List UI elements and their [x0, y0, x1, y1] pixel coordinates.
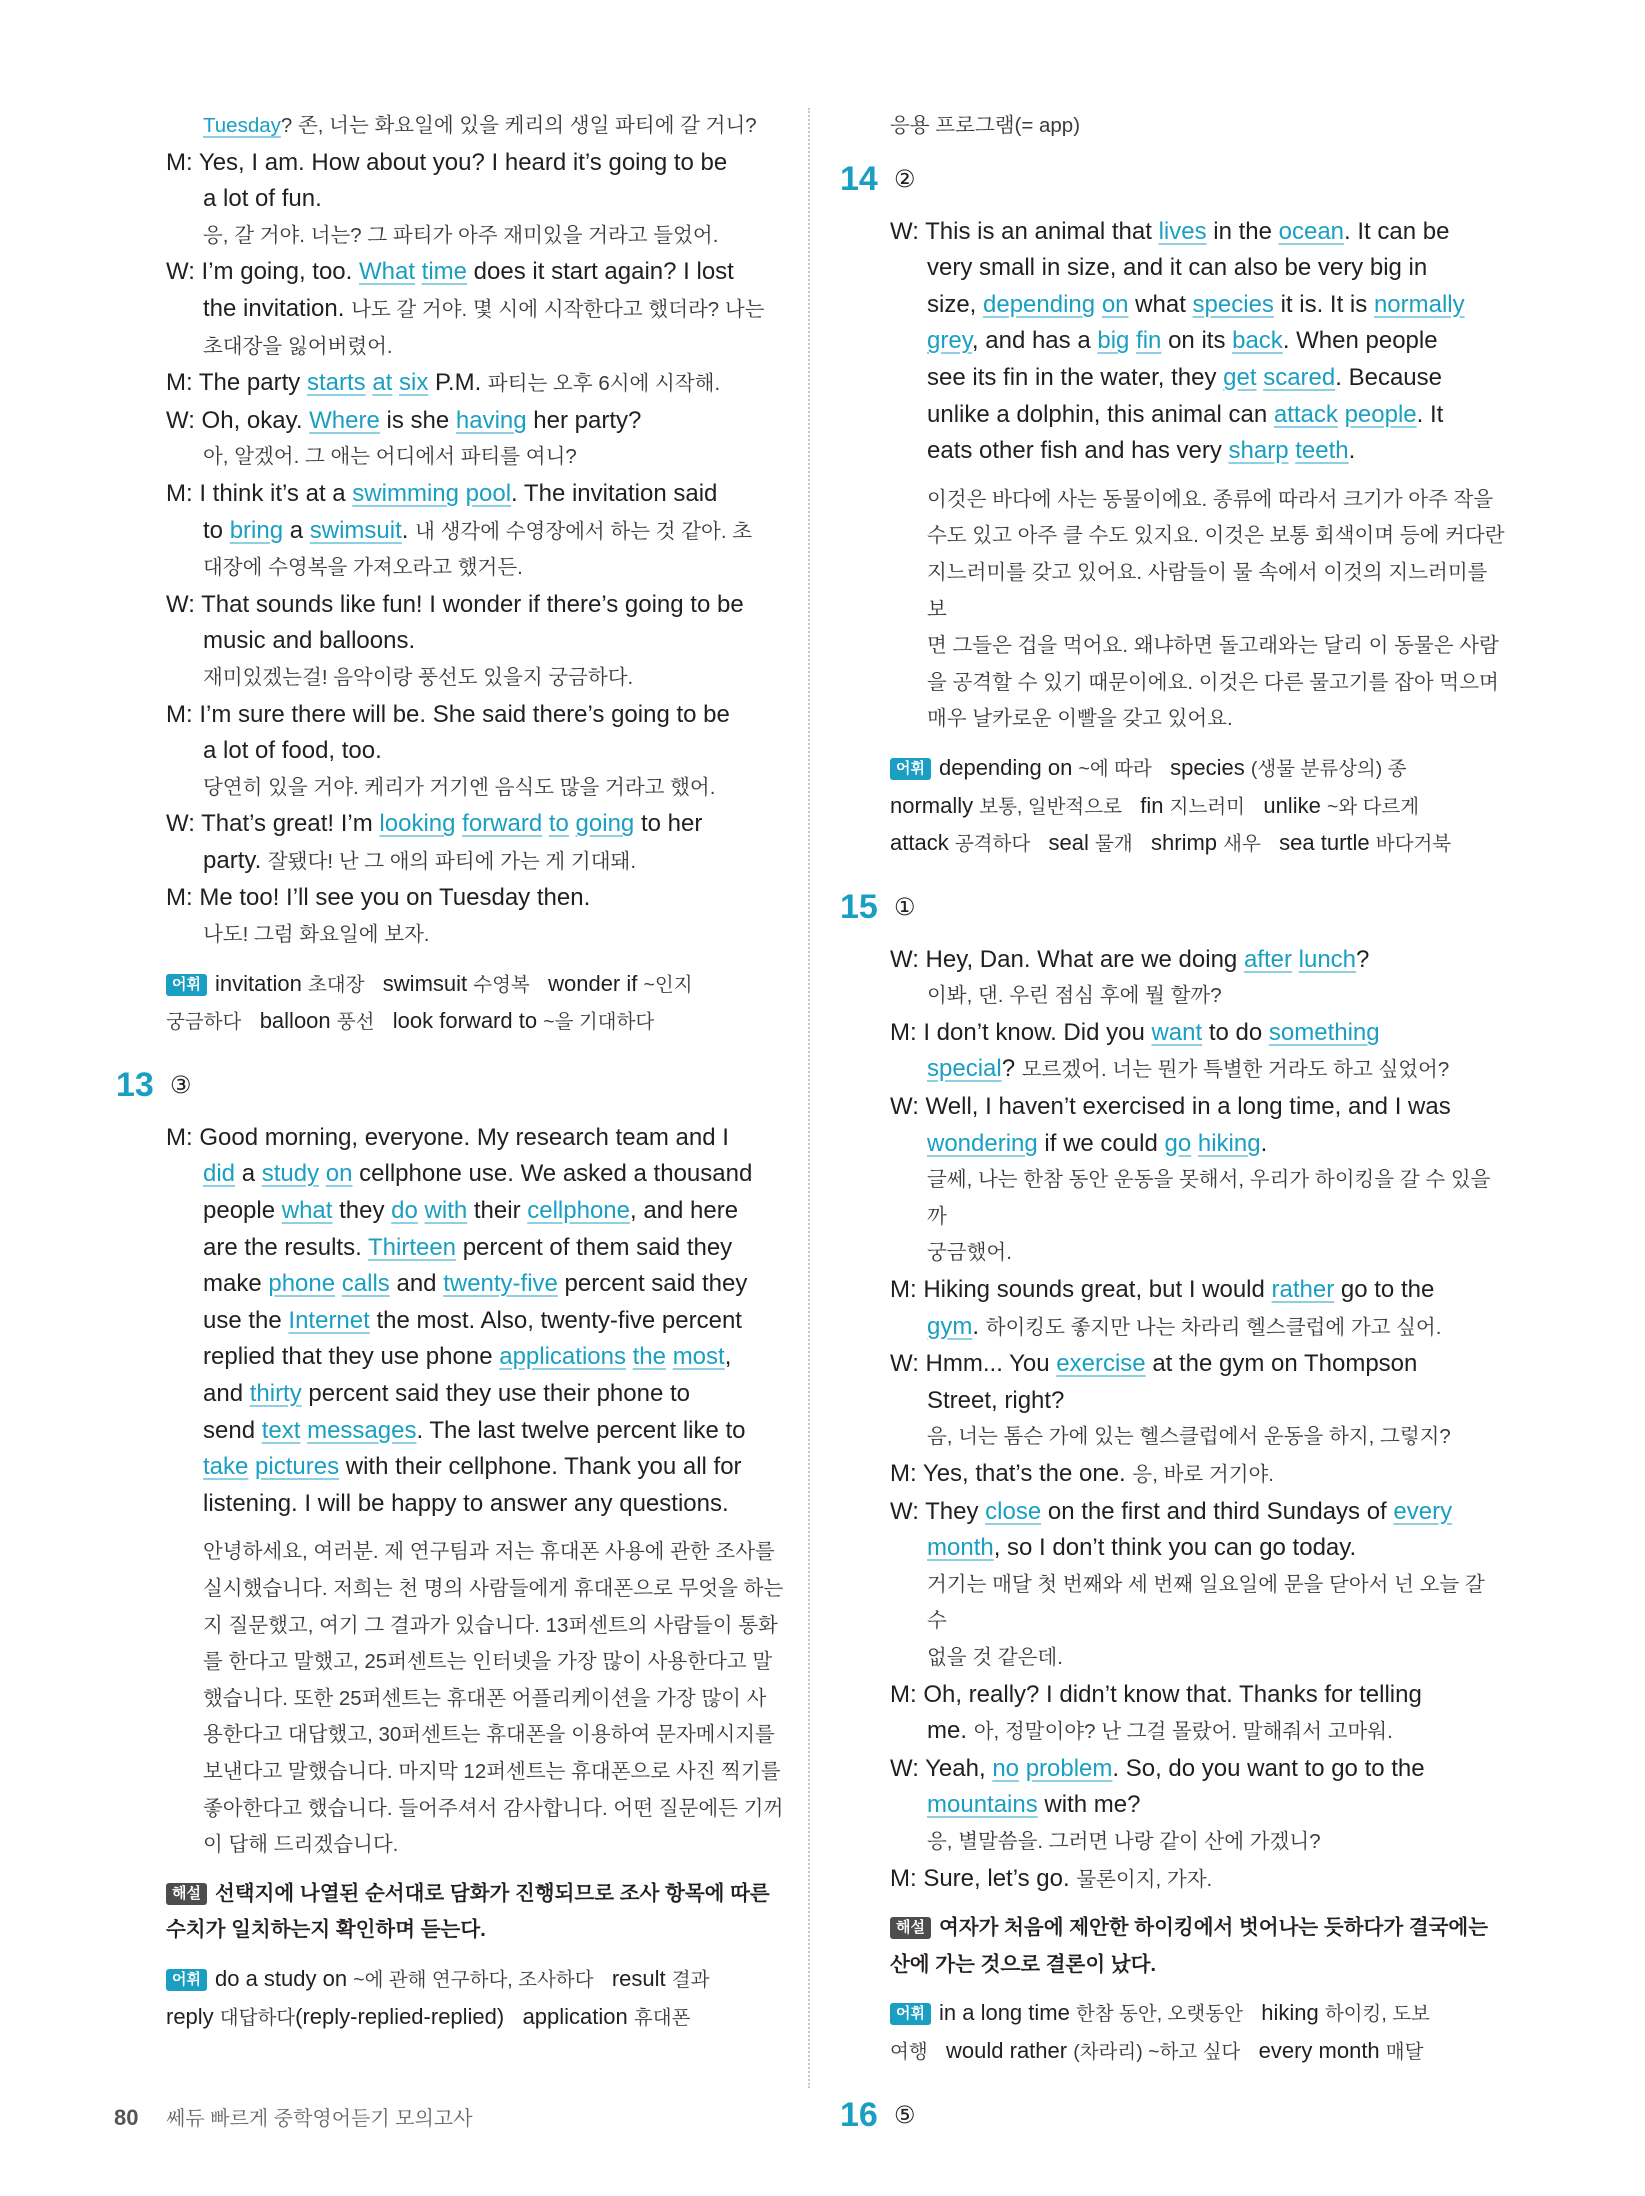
text-line: 글쎄, 나는 한참 동안 운동을 못해서, 우리가 하이킹을 갈 수 있을까	[927, 1168, 1491, 1228]
answer-keyword: hiking	[1197, 1129, 1261, 1157]
answer-keyword: at	[372, 369, 393, 397]
vocab-line: attack 공격하다 seal 물개 shrimp 새우 sea turtle 바다거북	[890, 830, 1452, 856]
section-tag: 해설	[166, 1883, 207, 1905]
text-line: M: Yes, I am. How about you? I heard it’s going to be	[166, 148, 728, 176]
answer-keyword: pictures	[255, 1453, 340, 1481]
text-line: and thirty percent said they use their phone to	[203, 1380, 690, 1407]
explanation-line: 해설 여자가 처음에 제안한 하이킹에서 벗어나는 듯하다가 결국에는	[890, 1910, 1508, 1947]
text-line: M: I don’t know. Did you want to do something	[890, 1018, 1380, 1046]
vocab-line: reply 대답하다(reply-replied-replied) application 휴대폰	[166, 2003, 691, 2029]
answer-keyword: want	[1151, 1018, 1203, 1046]
text-line: M: The party starts at six P.M. 파티는 오후 6시에 시작해.	[166, 369, 721, 397]
text-line: 재미있겠는걸! 음악이랑 풍선도 있을지 궁금하다.	[203, 665, 634, 689]
text-line: W: Yeah, no problem. So, do you want to go to the	[890, 1754, 1425, 1782]
vocab-line: 어휘 do a study on ~에 관해 연구하다, 조사하다 result 결과	[166, 1961, 786, 1999]
question-number: 13 ③	[116, 1065, 192, 1104]
answer-keyword: phone	[268, 1270, 336, 1298]
text-line: 이 답해 드리겠습니다.	[203, 1833, 399, 1857]
text-line: M: Good morning, everyone. My research team and I	[166, 1123, 729, 1151]
explanation-line: 수치가 일치하는지 확인하며 듣는다.	[166, 1918, 486, 1942]
answer-keyword: no	[992, 1754, 1020, 1782]
answer-keyword: calls	[341, 1270, 390, 1298]
text-line: 이봐, 댄. 우린 점심 후에 뭘 할까?	[927, 984, 1222, 1008]
text-line: music and balloons.	[203, 627, 416, 655]
answer-keyword: take	[203, 1453, 249, 1481]
explanation-line: 해설 선택지에 나열된 순서대로 담화가 진행되므로 조사 항목에 따른	[166, 1876, 786, 1913]
text-line: 안녕하세요, 여러분. 제 연구팀과 저는 휴대폰 사용에 관한 조사를	[203, 1540, 775, 1564]
text-line: party. 잘됐다! 난 그 애의 파티에 가는 게 기대돼.	[203, 846, 637, 874]
answer-keyword: back	[1232, 327, 1283, 355]
text-line: 응, 별말씀을. 그러면 나랑 같이 산에 가겠니?	[927, 1829, 1321, 1853]
text-line: to bring a swimsuit. 내 생각에 수영장에서 하는 것 같아. 초	[203, 516, 753, 544]
answer-keyword: problem	[1025, 1754, 1113, 1782]
answer-keyword: something	[1268, 1018, 1380, 1046]
text-line: 을 공격할 수 있기 때문이에요. 이것은 다른 물고기를 잡아 먹으며	[927, 670, 1499, 694]
answer-keyword: thirty	[249, 1380, 302, 1407]
text-line: very small in size, and it can also be very big in	[927, 254, 1428, 282]
answer-keyword: month	[927, 1534, 994, 1562]
answer-keyword: on	[1101, 290, 1129, 318]
answer-keyword: Thirteen	[367, 1233, 457, 1261]
answer-keyword: bring	[229, 516, 284, 544]
answer-keyword: grey	[927, 327, 972, 355]
text-line: people what they do with their cellphone, and here	[203, 1197, 739, 1225]
answer-keyword: exercise	[1056, 1350, 1146, 1378]
text-line: gym. 하이킹도 좋지만 나는 차라리 헬스클럽에 가고 싶어.	[927, 1312, 1442, 1340]
answer-keyword: did	[203, 1160, 236, 1188]
section-tag: 어휘	[166, 1969, 207, 1991]
text-line: make phone calls and twenty-five percent said they	[203, 1270, 748, 1298]
answer-keyword: ocean	[1278, 217, 1345, 245]
answer-keyword: lunch	[1298, 945, 1357, 973]
text-line: 이것은 바다에 사는 동물이에요. 종류에 따라서 크기가 아주 작을	[927, 487, 1494, 511]
text-line: M: I think it’s at a swimming pool. The invitation said	[166, 479, 718, 507]
left-column	[116, 108, 786, 2036]
vocab-line: 어휘 invitation 초대장 swimsuit 수영복 wonder if ~인지	[166, 966, 786, 1004]
section-tag: 어휘	[166, 974, 207, 996]
text-line: W: Oh, okay. Where is she having her party?	[166, 406, 642, 434]
text-line: replied that they use phone applications the most,	[203, 1343, 732, 1371]
text-line: 용한다고 대답했고, 30퍼센트는 휴대폰을 이용하여 문자메시지를	[203, 1723, 775, 1747]
text-line: listening. I will be happy to answer any questions.	[203, 1489, 729, 1517]
answer-keyword: what	[281, 1197, 333, 1225]
text-line: special? 모르겠어. 너는 뭔가 특별한 거라도 하고 싶었어?	[927, 1055, 1450, 1083]
answer-keyword: attack	[1273, 400, 1338, 428]
text-line: 면 그들은 겁을 먹어요. 왜냐하면 돌고래와는 달리 이 동물은 사람	[927, 634, 1499, 658]
text-line: see its fin in the water, they get scared. Because	[927, 363, 1442, 391]
answer-keyword: big	[1097, 327, 1130, 355]
spacer	[166, 1522, 786, 1534]
explanation-line: 산에 가는 것으로 결론이 났다.	[890, 1952, 1157, 1976]
spacer	[166, 954, 786, 966]
text-line: 아, 알겠어. 그 애는 어디에서 파티를 여니?	[203, 445, 577, 469]
answer-keyword: every	[1393, 1497, 1453, 1525]
answer-keyword: fin	[1136, 327, 1162, 355]
text-line: send text messages. The last twelve percent like to	[203, 1416, 746, 1444]
text-line: 없을 것 같은데.	[927, 1645, 1063, 1669]
spacer	[890, 2071, 1508, 2093]
text-line: use the Internet the most. Also, twenty-five percent	[203, 1306, 742, 1334]
answer-keyword: twenty-five	[443, 1270, 558, 1298]
text-line: the invitation. 나도 갈 거야. 몇 시에 시작한다고 했더라? 나는	[203, 294, 765, 322]
answer-keyword: after	[1243, 945, 1292, 973]
answer-keyword: looking	[379, 810, 456, 838]
text-line: M: Oh, really? I didn’t know that. Thanks for telling	[890, 1680, 1422, 1708]
answer-keyword: gym	[927, 1312, 973, 1340]
answer-keyword: get	[1223, 363, 1257, 391]
question-number: 14 ②	[840, 159, 916, 198]
text-line: size, depending on what species it is. It is normally	[927, 290, 1465, 318]
spacer	[166, 1864, 786, 1876]
page-footer	[114, 2102, 473, 2131]
answer-keyword: text	[261, 1416, 301, 1444]
answer-keyword: Internet	[288, 1306, 370, 1334]
answer-keyword: cellphone	[527, 1197, 630, 1225]
answer-keyword: close	[985, 1497, 1042, 1525]
text-line: 매우 날카로운 이빨을 갖고 있어요.	[927, 707, 1233, 731]
text-line: 지느러미를 갖고 있어요. 사람들이 물 속에서 이것의 지느러미를 보	[927, 560, 1488, 621]
answer-keyword: with	[424, 1197, 468, 1225]
answer-keyword: study	[261, 1160, 320, 1188]
text-line: M: Sure, let’s go. 물론이지, 가자.	[890, 1864, 1213, 1892]
text-line: W: I’m going, too. What time does it start again? I lost	[166, 258, 734, 286]
text-line: 응용 프로그램(= app)	[890, 114, 1081, 137]
text-line: M: I’m sure there will be. She said there’s going to be	[166, 700, 730, 728]
answer-keyword: swimming	[352, 479, 459, 507]
text-line: mountains with me?	[927, 1791, 1141, 1819]
spacer	[890, 145, 1508, 157]
answer-keyword: people	[1344, 400, 1417, 428]
spacer	[890, 1898, 1508, 1910]
answer-keyword: mountains	[927, 1791, 1038, 1819]
answer-keyword: teeth	[1295, 437, 1349, 465]
text-line: 지 질문했고, 여기 그 결과가 있습니다. 13퍼센트의 사람들이 통화	[203, 1613, 778, 1637]
text-line: Tuesday? 존, 너는 화요일에 있을 케리의 생일 파티에 갈 거니?	[203, 114, 757, 137]
answer-keyword: normally	[1373, 290, 1465, 318]
spacer	[890, 1983, 1508, 1995]
question-number: 16 ⑤	[840, 2095, 916, 2134]
spacer	[890, 738, 1508, 750]
column-divider	[808, 108, 810, 2088]
answer-keyword: pool	[465, 479, 512, 507]
answer-keyword: wondering	[927, 1129, 1038, 1157]
section-tag: 어휘	[890, 758, 931, 780]
text-line: 궁금했어.	[927, 1241, 1012, 1265]
answer-keyword: Tuesday	[203, 114, 281, 137]
answer-keyword: species	[1192, 290, 1274, 318]
vocab-line: 어휘 depending on ~에 따라 species (생물 분류상의) 종	[890, 750, 1508, 788]
text-line: 했습니다. 또한 25퍼센트는 휴대폰 어플리케이션을 가장 많이 사	[203, 1686, 767, 1710]
answer-keyword: Where	[309, 406, 380, 434]
answer-keyword: scared	[1263, 363, 1336, 391]
answer-keyword: most	[672, 1343, 725, 1371]
text-line: W: That’s great! I’m looking forward to going to her	[166, 810, 703, 838]
text-line: W: They close on the first and third Sundays of every	[890, 1497, 1453, 1525]
vocab-line: normally 보통, 일반적으로 fin 지느러미 unlike ~와 다르게	[890, 792, 1420, 818]
text-line: a lot of fun.	[203, 185, 322, 213]
answer-keyword: time	[421, 258, 468, 286]
vocab-line: 어휘 in a long time 한참 동안, 오랫동안 hiking 하이킹, 도보	[890, 1995, 1508, 2033]
text-line: W: Hey, Dan. What are we doing after lunch?	[890, 945, 1370, 973]
section-tag: 어휘	[890, 2003, 931, 2025]
text-line: unlike a dolphin, this animal can attack people. It	[927, 400, 1444, 428]
text-line: 당연히 있을 거야. 케리가 거기엔 음식도 많을 거라고 했어.	[203, 775, 716, 799]
page-number: 80	[114, 2105, 139, 2130]
answer-keyword: special	[927, 1055, 1002, 1083]
answer-keyword: depending	[983, 290, 1096, 318]
answer-keyword: lives	[1158, 217, 1207, 245]
text-line: 응, 갈 거야. 너는? 그 파티가 아주 재미있을 거라고 들었어.	[203, 223, 719, 247]
text-line: 나도! 그럼 화요일에 보자.	[203, 923, 430, 947]
vocab-line: 궁금하다 balloon 풍선 look forward to ~을 기대하다	[166, 1008, 655, 1034]
answer-keyword: on	[325, 1160, 353, 1188]
text-line: take pictures with their cellphone. Thank you all for	[203, 1453, 742, 1481]
text-line: wondering if we could go hiking.	[927, 1129, 1268, 1157]
answer-keyword: to	[548, 810, 569, 838]
text-line: M: Hiking sounds great, but I would rather go to the	[890, 1276, 1435, 1304]
answer-keyword: sharp	[1228, 437, 1289, 465]
answer-keyword: do	[391, 1197, 418, 1225]
text-line: W: This is an animal that lives in the ocean. It can be	[890, 217, 1450, 245]
text-line: 좋아한다고 했습니다. 들어주셔서 감사합니다. 어떤 질문에든 기꺼	[203, 1796, 784, 1820]
text-line: are the results. Thirteen percent of them said they	[203, 1233, 733, 1261]
answer-keyword: What	[358, 258, 415, 286]
book-title: 쎄듀 빠르게 중학영어듣기 모의고사	[166, 2108, 473, 2130]
text-line: 실시했습니다. 저희는 천 명의 사람들에게 휴대폰으로 무엇을 하는	[203, 1576, 784, 1600]
text-line: 초대장을 잃어버렸어.	[203, 334, 393, 358]
text-line: M: Me too! I’ll see you on Tuesday then.	[166, 884, 591, 912]
text-line: did a study on cellphone use. We asked a thousand	[203, 1160, 753, 1188]
text-line: 거기는 매달 첫 번째와 세 번째 일요일에 문을 닫아서 넌 오늘 갈 수	[927, 1572, 1485, 1633]
answer-keyword: starts	[306, 369, 366, 397]
text-line: 대장에 수영복을 가져오라고 했거든.	[203, 556, 523, 580]
text-line: 를 한다고 말했고, 25퍼센트는 인터넷을 가장 많이 사용한다고 말	[203, 1650, 773, 1674]
spacer	[890, 863, 1508, 885]
question-number: 15 ①	[840, 887, 916, 926]
text-line: M: Yes, that’s the one. 응, 바로 거기야.	[890, 1460, 1274, 1487]
section-tag: 해설	[890, 1917, 931, 1939]
text-line: W: Hmm... You exercise at the gym on Thompson	[890, 1350, 1418, 1378]
spacer	[890, 930, 1508, 942]
right-column	[840, 108, 1508, 2138]
answer-keyword: messages	[307, 1416, 417, 1444]
text-line: W: That sounds like fun! I wonder if there’s going to be	[166, 590, 744, 618]
spacer	[166, 1041, 786, 1063]
text-line: Street, right?	[927, 1386, 1065, 1414]
text-line: eats other fish and has very sharp teeth.	[927, 437, 1356, 465]
spacer	[166, 1949, 786, 1961]
text-line: 수도 있고 아주 클 수도 있지요. 이것은 보통 회색이며 등에 커다란	[927, 524, 1505, 548]
text-line: grey, and has a big fin on its back. When people	[927, 327, 1438, 355]
answer-keyword: swimsuit	[309, 516, 402, 544]
spacer	[890, 202, 1508, 214]
spacer	[890, 470, 1508, 482]
text-line: me. 아, 정말이야? 난 그걸 몰랐어. 말해줘서 고마워.	[927, 1717, 1393, 1745]
text-line: a lot of food, too.	[203, 737, 382, 765]
text-line: month, so I don’t think you can go today.	[927, 1534, 1357, 1562]
answer-keyword: having	[455, 406, 527, 434]
vocab-line: 여행 would rather (차라리) ~하고 싶다 every month 매달	[890, 2037, 1424, 2063]
answer-keyword: forward	[462, 810, 543, 838]
text-line: W: Well, I haven’t exercised in a long time, and I was	[890, 1093, 1451, 1121]
answer-keyword: the	[632, 1343, 667, 1371]
answer-keyword: six	[399, 369, 429, 397]
text-line: 보낸다고 말했습니다. 마지막 12퍼센트는 휴대폰으로 사진 찍기를	[203, 1759, 781, 1783]
answer-keyword: applications	[499, 1343, 626, 1371]
answer-keyword: rather	[1271, 1276, 1335, 1304]
answer-keyword: going	[575, 810, 635, 838]
answer-keyword: go	[1164, 1129, 1192, 1157]
text-line: 음, 너는 톰슨 가에 있는 헬스클럽에서 운동을 하지, 그렇지?	[927, 1425, 1451, 1449]
spacer	[166, 1108, 786, 1120]
